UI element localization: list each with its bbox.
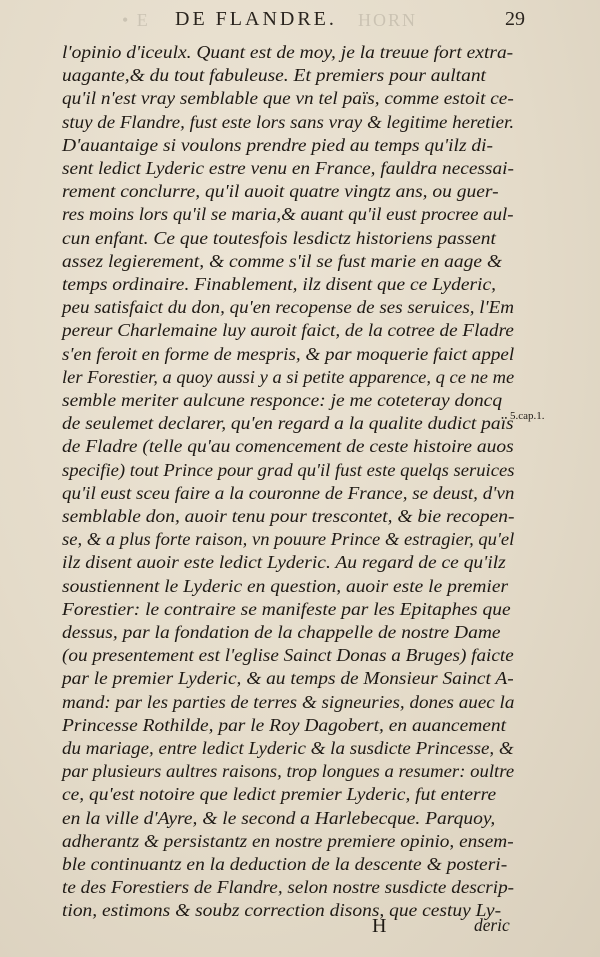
page-number: 29 [505,8,525,30]
text-line: pereur Charlemaine luy auroit faict, de la cotree de Fladre [62,320,514,341]
page-header [0,6,600,32]
text-line: ce, qu'est notoire que ledict premier Lyderic, fut enterre [62,784,497,805]
text-line: Princesse Rothilde, par le Roy Dagobert, en auancement [62,714,507,735]
text-line: mand: par les parties de terres & signeuries, dones auec la [62,691,515,712]
text-line: ble continuantz en la deduction de la descente & posteri- [62,854,508,874]
text-line: tion, estimons & soubz correction disons, que cestuy Ly- [62,900,502,921]
text-line: specifie) tout Prince pour grad qu'il fust este quelqs seruices [62,459,515,480]
text-line: semble meriter aulcune responce: je me coteteray doncq [62,390,503,410]
text-line: adherantz & persistantz en nostre premiere opinio, ensem- [62,830,514,851]
text-line: de Fladre (telle qu'au comencement de ceste histoire auos [62,436,514,457]
text-line: uagante,& du tout fabuleuse. Et premiers pour aultant [62,65,486,86]
text-line: qu'il eust sceu faire a la couronne de France, se deust, d'vn [62,482,515,503]
signature-mark: H [372,915,387,937]
text-line: ilz disent auoir este ledict Lyderic. Au regard de ce qu'ilz [62,552,506,573]
text-line: qu'il n'est vray semblable que vn tel païs, comme estoit ce- [62,88,514,109]
text-line: te des Forestiers de Flandre, selon nostre susdicte descrip- [62,877,515,898]
margin-note: 5.cap.1. [510,410,545,422]
text-line: D'auantaige si voulons prendre pied au temps qu'ilz di- [62,134,494,155]
text-line: assez legierement, & comme s'il se fust marie en aage & [62,250,502,271]
text-line: Forestier: le contraire se manifeste par les Epitaphes que [62,598,511,619]
text-line: par le premier Lyderic, & au temps de Monsieur Sainct A- [62,668,514,689]
text-line: de seulemet declarer, qu'en regard a la qualite dudict païs [62,413,514,434]
text-line: (ou presentement est l'eglise Sainct Donas a Bruges) faicte [62,645,514,666]
bleed-through-text-right: HORN [358,10,418,30]
text-line: par plusieurs aultres raisons, trop longues a resumer: oultre [62,761,515,782]
text-line: ler Forestier, a quoy aussi y a si petite apparence, q ce ne me [62,366,515,387]
catchword: deric [474,915,510,935]
text-line: stuy de Flandre, fust este lors sans vray & legitime heretier. [62,111,515,132]
text-line: semblable don, auoir tenu pour trescontet, & bie recopen- [62,506,515,526]
text-line: s'en feroit en forme de mespris, & par moquerie faict appel [62,343,515,364]
text-line: dessus, par la fondation de la chappelle de nostre Dame [62,622,501,642]
running-title: DE FLANDRE. [175,8,337,30]
text-line: soustiennent le Lyderic en question, auoir este le premier [62,575,509,596]
text-line: res moins lors qu'il se maria,& auant qu'il eust procree aul- [62,204,514,225]
text-line: temps ordinaire. Finablement, ilz disent que ce Lyderic, [62,274,496,294]
text-line: du mariage, entre ledict Lyderic & la susdicte Princesse, & [62,738,514,758]
text-line: peu satisfaict du don, qu'en recopense de ses seruices, l'Em [62,297,514,318]
bleed-through-text-left: • E [122,10,150,30]
text-line: se, & a plus forte raison, vn pouure Prince & estragier, qu'el [62,529,515,550]
text-line: rement conclurre, qu'il auoit quatre vingtz ans, ou guer- [62,181,499,202]
text-line: sent ledict Lyderic estre venu en France, fauldra necessai- [62,158,514,178]
text-line: l'opinio d'iceulx. Quant est de moy, je la treuue fort extra- [62,42,514,62]
text-line: en la ville d'Ayre, & le second a Harlebecque. Parquoy, [62,807,496,828]
text-line: cun enfant. Ce que toutesfois lesdictz historiens passent [62,227,496,248]
